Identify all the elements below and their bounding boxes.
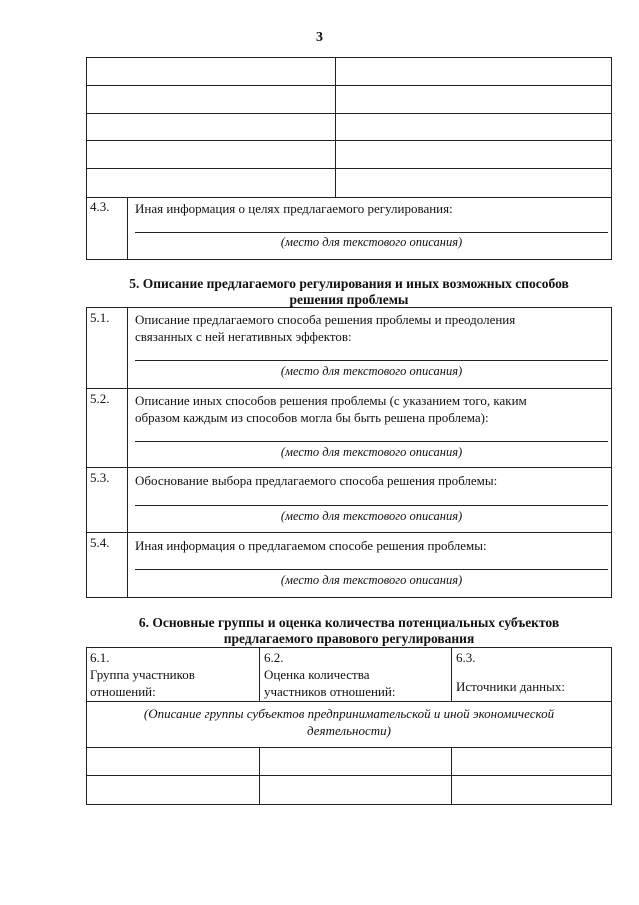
- merged-caption-line2: деятельности): [307, 723, 391, 738]
- item-4-3-number: 4.3.: [90, 199, 110, 214]
- col-6-1-number: 6.1.: [90, 650, 110, 665]
- item-5-1-caption: (место для текстового описания): [280, 364, 463, 378]
- section6-heading-line2: предлагаемого правового регулирования: [223, 631, 475, 646]
- item-5-4-line1: Иная информация о предлагаемом способе решения проблемы:: [135, 538, 487, 553]
- item-5-3-line1: Обоснование выбора предлагаемого способа решения проблемы:: [135, 473, 498, 488]
- col-6-1-line2: отношений:: [90, 684, 156, 699]
- col-6-2-line1: Оценка количества: [264, 667, 370, 682]
- item-5-4-number: 5.4.: [90, 535, 110, 550]
- col-6-2-number: 6.2.: [264, 650, 284, 665]
- section5-heading-line1: 5. Описание предлагаемого регулирования и иных возможных способов: [129, 276, 569, 291]
- item-5-2-line1: Описание иных способов решения проблемы (с указанием того, каким: [135, 393, 527, 408]
- item-5-4-caption: (место для текстового описания): [280, 573, 463, 587]
- item-4-3-text: Иная информация о целях предлагаемого регулирования:: [135, 201, 453, 216]
- item-5-1-number: 5.1.: [90, 310, 110, 325]
- item-5-1-fill-line: [135, 360, 608, 361]
- item-5-3-number: 5.3.: [90, 470, 110, 485]
- item-5-2-line2: образом каждым из способов могла бы быть решена проблема):: [135, 410, 489, 425]
- col-6-3-line1: Источники данных:: [456, 679, 565, 694]
- item-5-3-fill-line: [135, 505, 608, 506]
- col-6-2-line2: участников отношений:: [264, 684, 396, 699]
- col-6-3-number: 6.3.: [456, 650, 476, 665]
- col-6-1-line1: Группа участников: [90, 667, 195, 682]
- item-4-3-fill-line: [135, 232, 608, 233]
- item-5-2-fill-line: [135, 441, 608, 442]
- item-4-3-caption: (место для текстового описания): [280, 235, 463, 249]
- merged-caption-line1: (Описание группы субъектов предпринимательской и иной экономической: [143, 706, 555, 721]
- item-5-1-line1: Описание предлагаемого способа решения проблемы и преодоления: [135, 312, 516, 327]
- item-5-2-caption: (место для текстового описания): [280, 445, 463, 459]
- section6-heading-line1: 6. Основные группы и оценка количества потенциальных субъектов: [138, 615, 560, 630]
- section5-heading-line2: решения проблемы: [289, 292, 409, 307]
- item-5-2-number: 5.2.: [90, 391, 110, 406]
- item-5-1-line2: связанных с ней негативных эффектов:: [135, 329, 352, 344]
- page-number: 3: [316, 30, 323, 45]
- item-5-4-fill-line: [135, 569, 608, 570]
- item-5-3-caption: (место для текстового описания): [280, 509, 463, 523]
